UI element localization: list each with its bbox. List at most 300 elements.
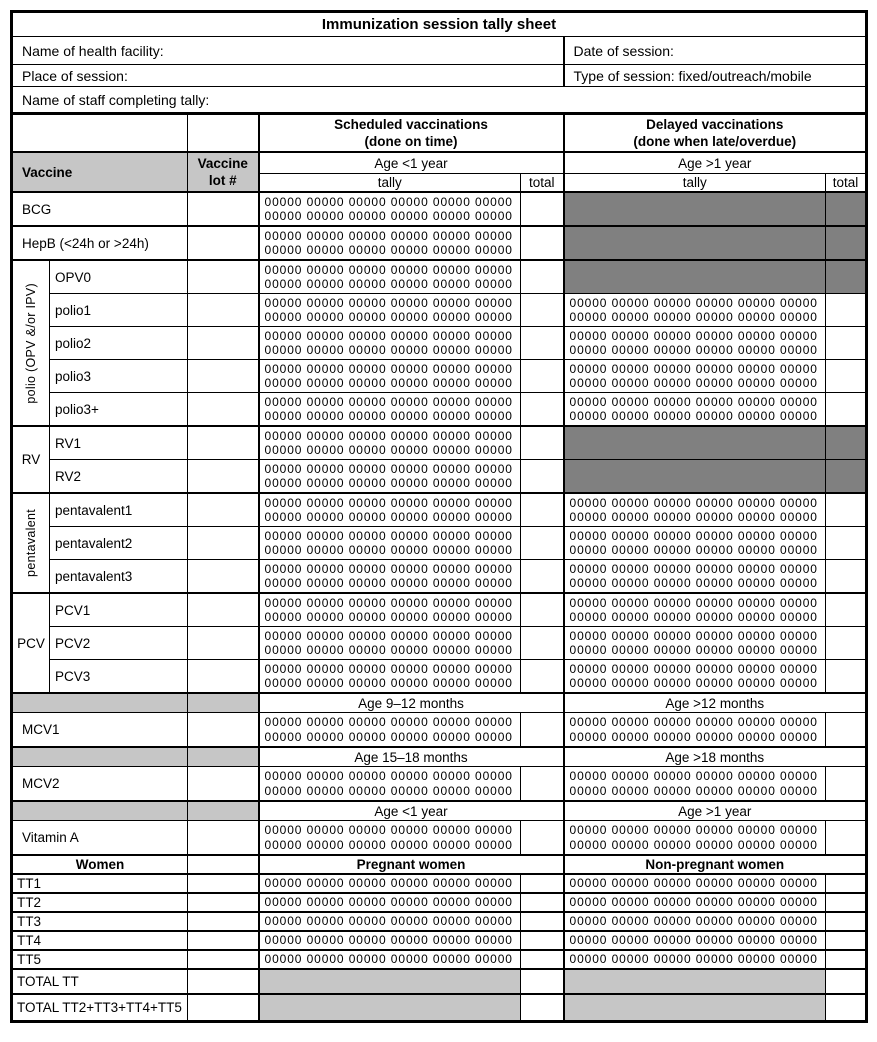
tally-marks-line: 00000 00000 00000 00000 00000 00000	[569, 310, 818, 324]
row-tt5	[12, 950, 867, 969]
polio2-scheduled-total	[521, 327, 564, 360]
hepb-delayed-tally-disabled	[564, 226, 826, 260]
lot-cell-bcg	[188, 192, 259, 226]
row-rv1	[12, 426, 867, 460]
tally-marks-line: 00000 00000 00000 00000 00000 00000	[569, 643, 818, 657]
tally-marks-line: 00000 00000 00000 00000 00000 00000	[569, 628, 818, 643]
vaccine-column-header: Vaccine	[12, 152, 188, 192]
tally-marks-line: 00000 00000 00000 00000 00000 00000	[569, 715, 818, 729]
vaccine-label-polio2: polio2	[50, 327, 188, 360]
tally-marks-line: 00000 00000 00000 00000 00000 00000	[569, 394, 818, 409]
tt3-pregnant-tally	[259, 912, 521, 931]
age-band-row-vitamin-a	[12, 801, 867, 821]
tally-marks-line: 00000 00000 00000 00000 00000 00000	[569, 952, 818, 967]
tally-marks-line: 00000 00000 00000 00000 00000 00000	[569, 769, 818, 783]
vaccine-label-mcv2: MCV2	[12, 767, 188, 802]
rv2-scheduled-total	[521, 460, 564, 494]
row-polio1	[12, 294, 867, 327]
rv1-delayed-tally-disabled	[564, 426, 826, 460]
age-band-spacer-lot	[188, 693, 259, 713]
opv0-scheduled-tally	[259, 260, 521, 294]
pentavalent3-delayed-tally	[564, 560, 826, 594]
row-polio3	[12, 360, 867, 393]
tally-marks-line: 00000 00000 00000 00000 00000 00000	[264, 933, 513, 948]
mcv2-delayed-total	[826, 767, 867, 802]
pcv2-delayed-tally	[564, 627, 826, 660]
tt5-pregnant-total	[521, 950, 564, 969]
tt5-pregnant-tally	[259, 950, 521, 969]
opv0-delayed-tally-disabled	[564, 260, 826, 294]
vaccine-label-pentavalent3: pentavalent3	[50, 560, 188, 594]
tally-marks-line: 00000 00000 00000 00000 00000 00000	[264, 262, 513, 277]
pentavalent2-scheduled-total	[521, 527, 564, 560]
title-row	[12, 12, 867, 37]
tt1-non-pregnant-tally	[564, 874, 826, 893]
tally-marks-line: 00000 00000 00000 00000 00000 00000	[264, 729, 513, 744]
vaccine-label-rv1: RV1	[50, 426, 188, 460]
group-label-rv: RV	[12, 426, 50, 493]
empty-header-cell	[12, 114, 188, 153]
age-band-spacer-label	[12, 801, 188, 821]
polio3plus-delayed-total	[826, 393, 867, 427]
non-pregnant-women-header: Non-pregnant women	[564, 855, 867, 874]
lot-cell-rv2	[188, 460, 259, 494]
tally-marks-line: 00000 00000 00000 00000 00000 00000	[569, 876, 818, 891]
tally-marks-line: 00000 00000 00000 00000 00000 00000	[264, 661, 513, 676]
total-tt-pregnant-total	[521, 969, 564, 994]
tally-marks-line: 00000 00000 00000 00000 00000 00000	[569, 610, 818, 624]
polio1-scheduled-total	[521, 294, 564, 327]
scheduled-tally-header: tally	[259, 174, 521, 193]
tally-marks-line: 00000 00000 00000 00000 00000 00000	[264, 837, 513, 852]
vaccine-label-pcv3: PCV3	[50, 660, 188, 694]
age-band-spacer-lot	[188, 747, 259, 767]
tally-marks-line: 00000 00000 00000 00000 00000 00000	[264, 394, 513, 409]
total-tt-pregnant-tally-shaded	[259, 969, 521, 994]
bcg-scheduled-total	[521, 192, 564, 226]
section-header-row	[12, 114, 867, 153]
vaccine-label-pentavalent2: pentavalent2	[50, 527, 188, 560]
vaccine-label-vitamin-a: Vitamin A	[12, 821, 188, 856]
bcg-scheduled-tally	[259, 192, 521, 226]
vaccine-label-pcv1: PCV1	[50, 593, 188, 627]
total-tt2345-non-pregnant-total	[826, 994, 867, 1022]
tally-marks-line: 00000 00000 00000 00000 00000 00000	[264, 952, 513, 967]
tally-marks-line: 00000 00000 00000 00000 00000 00000	[264, 461, 513, 476]
row-polio2	[12, 327, 867, 360]
tally-marks-line: 00000 00000 00000 00000 00000 00000	[264, 443, 513, 457]
polio1-delayed-total	[826, 294, 867, 327]
lot-cell-total-tt	[188, 969, 259, 994]
polio3-delayed-tally	[564, 360, 826, 393]
pcv1-scheduled-total	[521, 593, 564, 627]
age-band-row-mcv2	[12, 747, 867, 767]
scheduled-header-line1: Scheduled vaccinations	[334, 117, 488, 132]
tally-marks-line: 00000 00000 00000 00000 00000 00000	[264, 476, 513, 490]
age-band-spacer-label	[12, 693, 188, 713]
staff-row	[12, 87, 867, 114]
age-band-spacer-lot	[188, 801, 259, 821]
tally-marks-line: 00000 00000 00000 00000 00000 00000	[569, 914, 818, 929]
lot-cell-tt2	[188, 893, 259, 912]
tally-marks-line: 00000 00000 00000 00000 00000 00000	[569, 676, 818, 690]
date-field: Date of session:	[564, 37, 867, 65]
polio2-delayed-total	[826, 327, 867, 360]
delayed-age-header: Age >1 year	[564, 152, 867, 174]
polio3plus-scheduled-total	[521, 393, 564, 427]
mcv2-scheduled-tally	[259, 767, 521, 802]
vaccine-label-bcg: BCG	[12, 192, 188, 226]
tt5-non-pregnant-total	[826, 950, 867, 969]
lot-cell-vitamin-a	[188, 821, 259, 856]
tally-marks-line: 00000 00000 00000 00000 00000 00000	[569, 409, 818, 423]
tt1-non-pregnant-total	[826, 874, 867, 893]
vaccine-label-pcv2: PCV2	[50, 627, 188, 660]
pregnant-women-header: Pregnant women	[259, 855, 564, 874]
polio3-scheduled-total	[521, 360, 564, 393]
delayed-total-header: total	[826, 174, 867, 193]
mcv2-scheduled-total	[521, 767, 564, 802]
tally-marks-line: 00000 00000 00000 00000 00000 00000	[264, 895, 513, 910]
pcv1-delayed-total	[826, 593, 867, 627]
tally-marks-line: 00000 00000 00000 00000 00000 00000	[569, 783, 818, 798]
tally-marks-line: 00000 00000 00000 00000 00000 00000	[264, 228, 513, 243]
tally-marks-line: 00000 00000 00000 00000 00000 00000	[264, 595, 513, 610]
tally-marks-line: 00000 00000 00000 00000 00000 00000	[264, 643, 513, 657]
mcv1-scheduled-tally	[259, 713, 521, 748]
tally-marks-line: 00000 00000 00000 00000 00000 00000	[569, 729, 818, 744]
pentavalent1-scheduled-total	[521, 493, 564, 527]
facility-field: Name of health facility:	[12, 37, 564, 65]
vaccine-label-tt2: TT2	[12, 893, 188, 912]
lot-cell-polio3	[188, 360, 259, 393]
polio-group-text: polio (OPV &/or IPV)	[24, 282, 38, 404]
row-pentavalent2	[12, 527, 867, 560]
pcv3-delayed-tally	[564, 660, 826, 694]
tally-marks-line: 00000 00000 00000 00000 00000 00000	[569, 376, 818, 390]
vitamin-a-scheduled-tally	[259, 821, 521, 856]
vitamin-a-delayed-tally	[564, 821, 826, 856]
vaccine-label-pentavalent1: pentavalent1	[50, 493, 188, 527]
tally-marks-line: 00000 00000 00000 00000 00000 00000	[264, 343, 513, 357]
total-tt2345-pregnant-total	[521, 994, 564, 1022]
polio3-scheduled-tally	[259, 360, 521, 393]
tally-marks-line: 00000 00000 00000 00000 00000 00000	[569, 528, 818, 543]
lot-cell-tt3	[188, 912, 259, 931]
tt4-pregnant-tally	[259, 931, 521, 950]
row-total-tt2345	[12, 994, 867, 1022]
lot-cell-mcv2	[188, 767, 259, 802]
tally-marks-line: 00000 00000 00000 00000 00000 00000	[264, 876, 513, 891]
tt2-pregnant-total	[521, 893, 564, 912]
row-bcg	[12, 192, 867, 226]
vitamin-a-delayed-age-band: Age >1 year	[564, 801, 867, 821]
rv1-scheduled-total	[521, 426, 564, 460]
group-label-pentavalent	[12, 493, 50, 593]
vaccine-label-hepb: HepB (<24h or >24h)	[12, 226, 188, 260]
lot-cell-tt1	[188, 874, 259, 893]
hepb-delayed-total-disabled	[826, 226, 867, 260]
lot-header-line1: Vaccine	[197, 156, 248, 171]
pentavalent2-delayed-total	[826, 527, 867, 560]
row-rv2	[12, 460, 867, 494]
tt4-non-pregnant-total	[826, 931, 867, 950]
tally-marks-line: 00000 00000 00000 00000 00000 00000	[264, 495, 513, 510]
row-tt4	[12, 931, 867, 950]
vaccine-label-rv2: RV2	[50, 460, 188, 494]
group-label-pcv: PCV	[12, 593, 50, 693]
tally-marks-line: 00000 00000 00000 00000 00000 00000	[264, 209, 513, 223]
pentavalent1-delayed-total	[826, 493, 867, 527]
women-section-header: Women	[12, 855, 188, 874]
vaccine-label-tt1: TT1	[12, 874, 188, 893]
row-pcv2	[12, 627, 867, 660]
delayed-header-line1: Delayed vaccinations	[646, 117, 784, 132]
mcv2-scheduled-age-band: Age 15–18 months	[259, 747, 564, 767]
tt2-pregnant-tally	[259, 893, 521, 912]
tally-marks-line: 00000 00000 00000 00000 00000 00000	[569, 933, 818, 948]
vaccine-label-tt3: TT3	[12, 912, 188, 931]
tally-marks-line: 00000 00000 00000 00000 00000 00000	[569, 295, 818, 310]
tt3-non-pregnant-total	[826, 912, 867, 931]
pentavalent3-scheduled-tally	[259, 560, 521, 594]
pcv2-scheduled-tally	[259, 627, 521, 660]
staff-field: Name of staff completing tally:	[12, 87, 867, 114]
rv2-delayed-tally-disabled	[564, 460, 826, 494]
mcv1-scheduled-age-band: Age 9–12 months	[259, 693, 564, 713]
row-pentavalent3	[12, 560, 867, 594]
lot-cell-pentavalent3	[188, 560, 259, 594]
tally-marks-line: 00000 00000 00000 00000 00000 00000	[569, 510, 818, 524]
tally-marks-line: 00000 00000 00000 00000 00000 00000	[264, 295, 513, 310]
total-tt-non-pregnant-tally-shaded	[564, 969, 826, 994]
place-field: Place of session:	[12, 65, 564, 87]
total-tt2345-label: TOTAL TT2+TT3+TT4+TT5	[12, 994, 188, 1022]
tally-marks-line: 00000 00000 00000 00000 00000 00000	[264, 823, 513, 837]
women-header-row	[12, 855, 867, 874]
mcv2-delayed-age-band: Age >18 months	[564, 747, 867, 767]
rv2-scheduled-tally	[259, 460, 521, 494]
vaccine-label-polio1: polio1	[50, 294, 188, 327]
immunization-tally-sheet	[10, 10, 868, 1023]
pcv3-delayed-total	[826, 660, 867, 694]
pentavalent3-delayed-total	[826, 560, 867, 594]
lot-cell-pentavalent1	[188, 493, 259, 527]
tally-marks-line: 00000 00000 00000 00000 00000 00000	[264, 243, 513, 257]
age-band-row-mcv1	[12, 693, 867, 713]
delayed-tally-header: tally	[564, 174, 826, 193]
lot-cell-pcv1	[188, 593, 259, 627]
row-opv0	[12, 260, 867, 294]
total-tt2345-non-pregnant-tally-shaded	[564, 994, 826, 1022]
tally-marks-line: 00000 00000 00000 00000 00000 00000	[264, 310, 513, 324]
mcv1-scheduled-total	[521, 713, 564, 748]
tally-marks-line: 00000 00000 00000 00000 00000 00000	[569, 823, 818, 837]
lot-cell-tt4	[188, 931, 259, 950]
mcv1-delayed-tally	[564, 713, 826, 748]
row-mcv2	[12, 767, 867, 802]
rv1-scheduled-tally	[259, 426, 521, 460]
tally-marks-line: 00000 00000 00000 00000 00000 00000	[264, 783, 513, 798]
tally-marks-line: 00000 00000 00000 00000 00000 00000	[569, 576, 818, 590]
lot-cell-polio2	[188, 327, 259, 360]
tt4-pregnant-total	[521, 931, 564, 950]
rv2-delayed-total-disabled	[826, 460, 867, 494]
tt1-pregnant-tally	[259, 874, 521, 893]
tally-marks-line: 00000 00000 00000 00000 00000 00000	[264, 610, 513, 624]
lot-column-header	[188, 152, 259, 192]
vitamin-a-scheduled-total	[521, 821, 564, 856]
polio2-delayed-tally	[564, 327, 826, 360]
vaccine-label-mcv1: MCV1	[12, 713, 188, 748]
pentavalent2-delayed-tally	[564, 527, 826, 560]
total-tt-label: TOTAL TT	[12, 969, 188, 994]
place-type-row	[12, 65, 867, 87]
pcv1-delayed-tally	[564, 593, 826, 627]
mcv2-delayed-tally	[564, 767, 826, 802]
polio1-delayed-tally	[564, 294, 826, 327]
row-polio3plus	[12, 393, 867, 427]
tally-marks-line: 00000 00000 00000 00000 00000 00000	[569, 895, 818, 910]
polio3-delayed-total	[826, 360, 867, 393]
bcg-delayed-total-disabled	[826, 192, 867, 226]
tt5-non-pregnant-tally	[564, 950, 826, 969]
delayed-header-line2: (done when late/overdue)	[633, 134, 797, 149]
scheduled-header-line2: (done on time)	[364, 134, 458, 149]
tt2-non-pregnant-total	[826, 893, 867, 912]
polio1-scheduled-tally	[259, 294, 521, 327]
tt3-non-pregnant-tally	[564, 912, 826, 931]
pcv2-scheduled-total	[521, 627, 564, 660]
vitamin-a-delayed-total	[826, 821, 867, 856]
vaccine-label-tt4: TT4	[12, 931, 188, 950]
tally-marks-line: 00000 00000 00000 00000 00000 00000	[569, 661, 818, 676]
pentavalent1-scheduled-tally	[259, 493, 521, 527]
lot-cell-mcv1	[188, 713, 259, 748]
tally-marks-line: 00000 00000 00000 00000 00000 00000	[569, 495, 818, 510]
pentavalent-group-text: pentavalent	[24, 509, 38, 577]
hepb-scheduled-tally	[259, 226, 521, 260]
row-vitamin-a	[12, 821, 867, 856]
row-tt2	[12, 893, 867, 912]
mcv1-delayed-age-band: Age >12 months	[564, 693, 867, 713]
opv0-delayed-total-disabled	[826, 260, 867, 294]
tally-marks-line: 00000 00000 00000 00000 00000 00000	[264, 528, 513, 543]
row-tt1	[12, 874, 867, 893]
vaccine-label-opv0: OPV0	[50, 260, 188, 294]
tally-marks-line: 00000 00000 00000 00000 00000 00000	[264, 715, 513, 729]
rv1-delayed-total-disabled	[826, 426, 867, 460]
group-label-polio	[12, 260, 50, 426]
delayed-header	[564, 114, 867, 153]
lot-cell-opv0	[188, 260, 259, 294]
vaccine-label-polio3plus: polio3+	[50, 393, 188, 427]
tally-marks-line: 00000 00000 00000 00000 00000 00000	[264, 769, 513, 783]
age-header-row	[12, 152, 867, 174]
tally-marks-line: 00000 00000 00000 00000 00000 00000	[569, 343, 818, 357]
tt3-pregnant-total	[521, 912, 564, 931]
tally-marks-line: 00000 00000 00000 00000 00000 00000	[569, 595, 818, 610]
tally-marks-line: 00000 00000 00000 00000 00000 00000	[264, 914, 513, 929]
vaccine-label-polio3: polio3	[50, 360, 188, 393]
pentavalent2-scheduled-tally	[259, 527, 521, 560]
page-title: Immunization session tally sheet	[12, 12, 867, 37]
polio3plus-delayed-tally	[564, 393, 826, 427]
row-hepb	[12, 226, 867, 260]
tally-marks-line: 00000 00000 00000 00000 00000 00000	[264, 277, 513, 291]
session-type-field: Type of session: fixed/outreach/mobile	[564, 65, 867, 87]
tt4-non-pregnant-tally	[564, 931, 826, 950]
tally-marks-line: 00000 00000 00000 00000 00000 00000	[264, 409, 513, 423]
tt1-pregnant-total	[521, 874, 564, 893]
scheduled-header	[259, 114, 564, 153]
pcv1-scheduled-tally	[259, 593, 521, 627]
polio2-scheduled-tally	[259, 327, 521, 360]
tt2-non-pregnant-tally	[564, 893, 826, 912]
pcv2-delayed-total	[826, 627, 867, 660]
tally-marks-line: 00000 00000 00000 00000 00000 00000	[264, 328, 513, 343]
lot-cell-hepb	[188, 226, 259, 260]
tally-marks-line: 00000 00000 00000 00000 00000 00000	[569, 328, 818, 343]
lot-cell-pentavalent2	[188, 527, 259, 560]
vitamin-a-scheduled-age-band: Age <1 year	[259, 801, 564, 821]
women-lot-header-cell	[188, 855, 259, 874]
facility-date-row	[12, 37, 867, 65]
lot-cell-polio3plus	[188, 393, 259, 427]
lot-header-line2: lot #	[208, 173, 237, 188]
lot-cell-polio1	[188, 294, 259, 327]
scheduled-total-header: total	[521, 174, 564, 193]
row-total-tt	[12, 969, 867, 994]
tally-marks-line: 00000 00000 00000 00000 00000 00000	[264, 376, 513, 390]
pentavalent1-delayed-tally	[564, 493, 826, 527]
lot-cell-tt5	[188, 950, 259, 969]
tally-marks-line: 00000 00000 00000 00000 00000 00000	[264, 194, 513, 209]
mcv1-delayed-total	[826, 713, 867, 748]
lot-cell-total-tt2345	[188, 994, 259, 1022]
tally-marks-line: 00000 00000 00000 00000 00000 00000	[569, 543, 818, 557]
scheduled-age-header: Age <1 year	[259, 152, 564, 174]
pcv3-scheduled-tally	[259, 660, 521, 694]
tally-marks-line: 00000 00000 00000 00000 00000 00000	[264, 361, 513, 376]
pcv3-scheduled-total	[521, 660, 564, 694]
tally-marks-line: 00000 00000 00000 00000 00000 00000	[264, 510, 513, 524]
hepb-scheduled-total	[521, 226, 564, 260]
tally-marks-line: 00000 00000 00000 00000 00000 00000	[264, 628, 513, 643]
age-band-spacer-label	[12, 747, 188, 767]
row-tt3	[12, 912, 867, 931]
row-pcv3	[12, 660, 867, 694]
tally-marks-line: 00000 00000 00000 00000 00000 00000	[264, 561, 513, 576]
bcg-delayed-tally-disabled	[564, 192, 826, 226]
tally-marks-line: 00000 00000 00000 00000 00000 00000	[264, 428, 513, 443]
tally-marks-line: 00000 00000 00000 00000 00000 00000	[264, 676, 513, 690]
polio3plus-scheduled-tally	[259, 393, 521, 427]
pentavalent3-scheduled-total	[521, 560, 564, 594]
vaccine-label-tt5: TT5	[12, 950, 188, 969]
lot-cell-pcv2	[188, 627, 259, 660]
total-tt-non-pregnant-total	[826, 969, 867, 994]
lot-cell-rv1	[188, 426, 259, 460]
row-mcv1	[12, 713, 867, 748]
tally-marks-line: 00000 00000 00000 00000 00000 00000	[569, 361, 818, 376]
opv0-scheduled-total	[521, 260, 564, 294]
tally-marks-line: 00000 00000 00000 00000 00000 00000	[264, 576, 513, 590]
tally-marks-line: 00000 00000 00000 00000 00000 00000	[569, 837, 818, 852]
tally-marks-line: 00000 00000 00000 00000 00000 00000	[264, 543, 513, 557]
lot-cell-pcv3	[188, 660, 259, 694]
row-pcv1	[12, 593, 867, 627]
